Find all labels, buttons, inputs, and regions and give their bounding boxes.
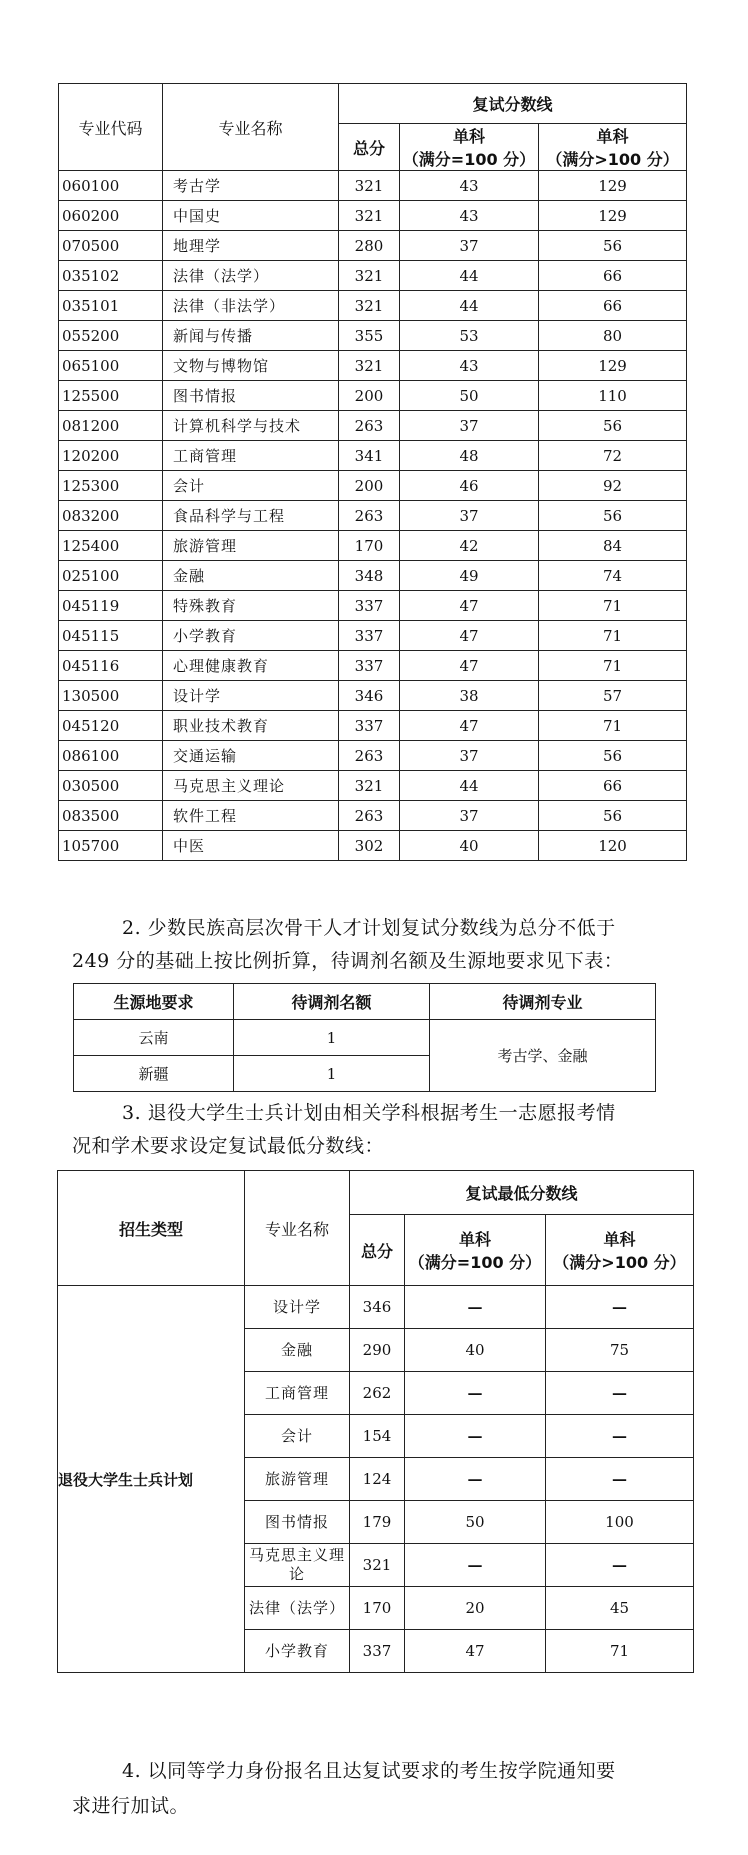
- single-over-cell: 80: [539, 321, 687, 351]
- single-over-cell: —: [546, 1372, 694, 1415]
- single-100-cell: 46: [400, 471, 539, 501]
- single-100-cell: 20: [405, 1587, 546, 1630]
- name-cell: 食品科学与工程: [163, 501, 339, 531]
- single-100-cell: —: [405, 1458, 546, 1501]
- header-major: 待调剂专业: [430, 984, 656, 1020]
- single-100-cell: 40: [400, 831, 539, 861]
- single-100-cell: 47: [400, 591, 539, 621]
- total-cell: 341: [339, 441, 400, 471]
- code-cell: 125300: [59, 471, 163, 501]
- table-row: [59, 591, 687, 621]
- table-row: [59, 651, 687, 681]
- name-cell: 金融: [163, 561, 339, 591]
- name-cell: 考古学: [163, 171, 339, 201]
- total-cell: 346: [350, 1286, 405, 1329]
- header-single-100: [405, 1215, 546, 1286]
- quota-cell: 1: [234, 1056, 430, 1092]
- name-cell: 心理健康教育: [163, 651, 339, 681]
- single-100-cell: 53: [400, 321, 539, 351]
- para4-line1: 4. 以同等学力身份报名且达复试要求的考生按学院通知要: [122, 1760, 616, 1782]
- single-over-cell: 56: [539, 741, 687, 771]
- single-over-cell: 120: [539, 831, 687, 861]
- single-over-cell: 129: [539, 201, 687, 231]
- total-cell: 262: [350, 1372, 405, 1415]
- score-table-body: [59, 171, 687, 861]
- single-over-cell: 129: [539, 171, 687, 201]
- single-over-cell: —: [546, 1415, 694, 1458]
- name-cell: 工商管理: [245, 1372, 350, 1415]
- single-100-cell: 50: [405, 1501, 546, 1544]
- code-cell: 081200: [59, 411, 163, 441]
- major-cell: 考古学、金融: [430, 1020, 656, 1092]
- single-100-cell: 47: [400, 651, 539, 681]
- table-row: [59, 531, 687, 561]
- single-over-cell: 71: [539, 711, 687, 741]
- single-100-cell: 49: [400, 561, 539, 591]
- total-cell: 124: [350, 1458, 405, 1501]
- total-cell: 321: [339, 291, 400, 321]
- single-100-cell: 37: [400, 231, 539, 261]
- single-over-cell: 74: [539, 561, 687, 591]
- total-cell: 263: [339, 501, 400, 531]
- name-cell: 软件工程: [163, 801, 339, 831]
- name-cell: 金融: [245, 1329, 350, 1372]
- code-cell: 060200: [59, 201, 163, 231]
- code-cell: 045116: [59, 651, 163, 681]
- header-single-100-line1: 单科: [452, 127, 485, 146]
- total-cell: 355: [339, 321, 400, 351]
- single-over-cell: 110: [539, 381, 687, 411]
- veteran-table-body: [58, 1286, 694, 1673]
- name-cell: 法律（法学）: [163, 261, 339, 291]
- single-100-cell: —: [405, 1286, 546, 1329]
- single-100-cell: 43: [400, 201, 539, 231]
- table-row: [59, 231, 687, 261]
- total-cell: 302: [339, 831, 400, 861]
- name-cell: 图书情报: [163, 381, 339, 411]
- single-over-cell: 56: [539, 801, 687, 831]
- single-over-cell: 129: [539, 351, 687, 381]
- single-over-cell: —: [546, 1544, 694, 1587]
- table-row: [59, 171, 687, 201]
- total-cell: 170: [350, 1587, 405, 1630]
- total-cell: 200: [339, 471, 400, 501]
- total-cell: 321: [339, 351, 400, 381]
- code-cell: 025100: [59, 561, 163, 591]
- name-cell: 设计学: [245, 1286, 350, 1329]
- name-cell: 法律（法学）: [245, 1587, 350, 1630]
- total-cell: 154: [350, 1415, 405, 1458]
- code-cell: 055200: [59, 321, 163, 351]
- code-cell: 070500: [59, 231, 163, 261]
- code-cell: 130500: [59, 681, 163, 711]
- name-cell: 马克思主义理论: [163, 771, 339, 801]
- total-cell: 321: [339, 771, 400, 801]
- type-cell: 退役大学生士兵计划: [58, 1286, 245, 1673]
- code-cell: 086100: [59, 741, 163, 771]
- name-cell: 交通运输: [163, 741, 339, 771]
- header-single-over: [539, 124, 687, 171]
- code-cell: 030500: [59, 771, 163, 801]
- total-cell: 280: [339, 231, 400, 261]
- header-total: 总分: [339, 124, 400, 171]
- region-cell: 新疆: [74, 1056, 234, 1092]
- single-100-cell: 44: [400, 291, 539, 321]
- code-cell: 083200: [59, 501, 163, 531]
- table-row: [59, 471, 687, 501]
- table-row: [59, 621, 687, 651]
- name-cell: 法律（非法学）: [163, 291, 339, 321]
- name-cell: 旅游管理: [245, 1458, 350, 1501]
- para3-line2: 况和学术要求设定复试最低分数线：: [72, 1135, 385, 1157]
- total-cell: 346: [339, 681, 400, 711]
- single-100-cell: 40: [405, 1329, 546, 1372]
- single-100-cell: 37: [400, 501, 539, 531]
- single-over-cell: 100: [546, 1501, 694, 1544]
- header-name: 专业名称: [163, 84, 339, 171]
- header-single-100-line2: （满分=100 分）: [402, 150, 536, 169]
- code-cell: 045119: [59, 591, 163, 621]
- header-single-over: [546, 1215, 694, 1286]
- header-single-100-line1: 单科: [458, 1230, 491, 1249]
- header-single-100-line2: （满分=100 分）: [408, 1253, 542, 1272]
- total-cell: 170: [339, 531, 400, 561]
- quota-table: [73, 983, 656, 1092]
- single-100-cell: 37: [400, 741, 539, 771]
- single-100-cell: 47: [400, 711, 539, 741]
- single-100-cell: 43: [400, 351, 539, 381]
- table-row: [59, 411, 687, 441]
- header-single-100: [400, 124, 539, 171]
- name-cell: 中医: [163, 831, 339, 861]
- total-cell: 200: [339, 381, 400, 411]
- table-row: [59, 291, 687, 321]
- name-cell: 会计: [163, 471, 339, 501]
- single-over-cell: 75: [546, 1329, 694, 1372]
- veteran-score-table: [57, 1170, 694, 1673]
- single-over-cell: 71: [539, 621, 687, 651]
- score-table-main: [58, 83, 687, 861]
- single-over-cell: 56: [539, 411, 687, 441]
- name-cell: 新闻与传播: [163, 321, 339, 351]
- code-cell: 035102: [59, 261, 163, 291]
- single-100-cell: 42: [400, 531, 539, 561]
- single-over-cell: —: [546, 1458, 694, 1501]
- table-row: [59, 741, 687, 771]
- table-row: [59, 381, 687, 411]
- single-100-cell: —: [405, 1372, 546, 1415]
- single-100-cell: 38: [400, 681, 539, 711]
- single-100-cell: 44: [400, 771, 539, 801]
- single-over-cell: 57: [539, 681, 687, 711]
- total-cell: 337: [339, 591, 400, 621]
- total-cell: 321: [339, 171, 400, 201]
- header-single-over-line2: （满分>100 分）: [553, 1253, 686, 1272]
- code-cell: 045115: [59, 621, 163, 651]
- name-cell: 职业技术教育: [163, 711, 339, 741]
- name-cell: 会计: [245, 1415, 350, 1458]
- name-cell: 地理学: [163, 231, 339, 261]
- total-cell: 337: [350, 1630, 405, 1673]
- name-cell: 马克思主义理论: [245, 1544, 350, 1587]
- single-100-cell: 37: [400, 411, 539, 441]
- single-over-cell: 71: [546, 1630, 694, 1673]
- single-100-cell: —: [405, 1415, 546, 1458]
- table-row: [59, 771, 687, 801]
- name-cell: 小学教育: [245, 1630, 350, 1673]
- single-over-cell: 66: [539, 291, 687, 321]
- total-cell: 348: [339, 561, 400, 591]
- total-cell: 263: [339, 411, 400, 441]
- single-over-cell: 92: [539, 471, 687, 501]
- single-over-cell: 84: [539, 531, 687, 561]
- table-row: [59, 261, 687, 291]
- code-cell: 125400: [59, 531, 163, 561]
- header-single-over-line1: 单科: [603, 1230, 636, 1249]
- header-region: 生源地要求: [74, 984, 234, 1020]
- name-cell: 文物与博物馆: [163, 351, 339, 381]
- single-100-cell: 44: [400, 261, 539, 291]
- name-cell: 计算机科学与技术: [163, 411, 339, 441]
- code-cell: 035101: [59, 291, 163, 321]
- total-cell: 263: [339, 801, 400, 831]
- region-cell: 云南: [74, 1020, 234, 1056]
- table-row: [59, 441, 687, 471]
- code-cell: 060100: [59, 171, 163, 201]
- para2-line1: 2. 少数民族高层次骨干人才计划复试分数线为总分不低于: [122, 917, 616, 939]
- single-over-cell: —: [546, 1286, 694, 1329]
- table-row: [59, 801, 687, 831]
- header-group: 复试分数线: [339, 84, 687, 124]
- table-row: [59, 201, 687, 231]
- code-cell: 045120: [59, 711, 163, 741]
- para4-line2: 求进行加试。: [72, 1795, 190, 1817]
- header-code: 专业代码: [59, 84, 163, 171]
- name-cell: 工商管理: [163, 441, 339, 471]
- name-cell: 旅游管理: [163, 531, 339, 561]
- table-row: [58, 1286, 694, 1329]
- table-row: [59, 831, 687, 861]
- single-over-cell: 71: [539, 651, 687, 681]
- total-cell: 337: [339, 621, 400, 651]
- code-cell: 125500: [59, 381, 163, 411]
- single-over-cell: 45: [546, 1587, 694, 1630]
- name-cell: 小学教育: [163, 621, 339, 651]
- single-100-cell: —: [405, 1544, 546, 1587]
- single-100-cell: 47: [400, 621, 539, 651]
- header-quota: 待调剂名额: [234, 984, 430, 1020]
- quota-cell: 1: [234, 1020, 430, 1056]
- single-over-cell: 56: [539, 231, 687, 261]
- table-row: [59, 321, 687, 351]
- single-over-cell: 72: [539, 441, 687, 471]
- single-over-cell: 66: [539, 261, 687, 291]
- total-cell: 321: [339, 261, 400, 291]
- single-100-cell: 37: [400, 801, 539, 831]
- para2-line2: 249 分的基础上按比例折算，待调剂名额及生源地要求见下表：: [72, 950, 624, 972]
- table-row: [59, 351, 687, 381]
- table-row: [59, 711, 687, 741]
- single-100-cell: 47: [405, 1630, 546, 1673]
- total-cell: 337: [339, 651, 400, 681]
- table-row: [59, 561, 687, 591]
- header-single-over-line1: 单科: [596, 127, 629, 146]
- single-over-cell: 66: [539, 771, 687, 801]
- total-cell: 321: [350, 1544, 405, 1587]
- single-over-cell: 71: [539, 591, 687, 621]
- single-100-cell: 50: [400, 381, 539, 411]
- table-row: [59, 681, 687, 711]
- header-name: 专业名称: [245, 1171, 350, 1286]
- header-type: 招生类型: [58, 1171, 245, 1286]
- para3-line1: 3. 退役大学生士兵计划由相关学科根据考生一志愿报考情: [122, 1102, 616, 1124]
- name-cell: 中国史: [163, 201, 339, 231]
- total-cell: 290: [350, 1329, 405, 1372]
- table-row: [59, 501, 687, 531]
- header-single-over-line2: （满分>100 分）: [546, 150, 679, 169]
- code-cell: 120200: [59, 441, 163, 471]
- single-over-cell: 56: [539, 501, 687, 531]
- total-cell: 337: [339, 711, 400, 741]
- code-cell: 083500: [59, 801, 163, 831]
- single-100-cell: 48: [400, 441, 539, 471]
- header-total: 总分: [350, 1215, 405, 1286]
- code-cell: 065100: [59, 351, 163, 381]
- total-cell: 179: [350, 1501, 405, 1544]
- name-cell: 特殊教育: [163, 591, 339, 621]
- name-cell: 图书情报: [245, 1501, 350, 1544]
- header-group: 复试最低分数线: [350, 1171, 694, 1215]
- total-cell: 321: [339, 201, 400, 231]
- single-100-cell: 43: [400, 171, 539, 201]
- code-cell: 105700: [59, 831, 163, 861]
- name-cell: 设计学: [163, 681, 339, 711]
- total-cell: 263: [339, 741, 400, 771]
